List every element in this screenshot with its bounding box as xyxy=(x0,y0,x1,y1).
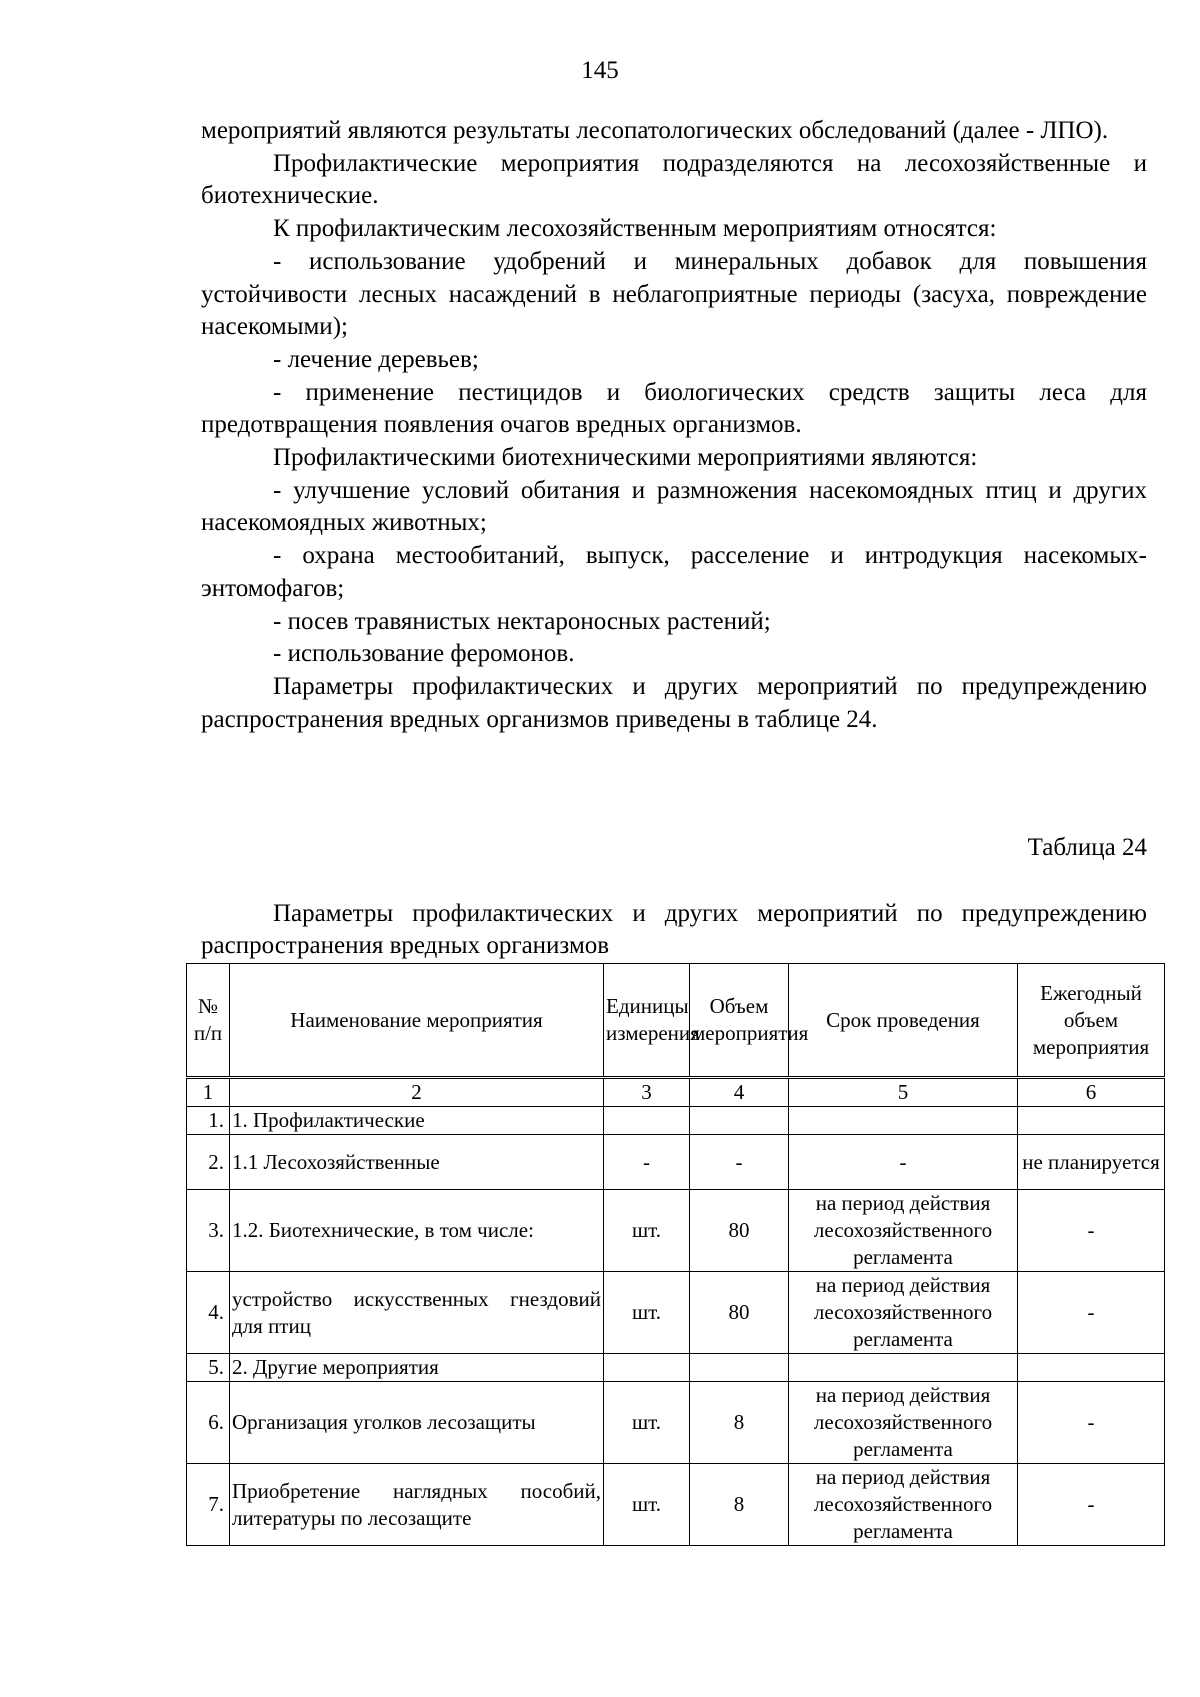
row-term: на период действия лесохозяйственного регламента xyxy=(789,1272,1018,1354)
row-unit: шт. xyxy=(604,1464,690,1546)
column-number: 3 xyxy=(604,1078,690,1107)
paragraph: - охрана местообитаний, выпуск, расселение и интродукция насекомых-энтомофагов; xyxy=(201,542,1147,602)
row-annual: - xyxy=(1018,1190,1165,1272)
row-name: 1. Профилактические xyxy=(230,1107,604,1135)
row-name: устройство искусственных гнездовий для птиц xyxy=(230,1272,604,1354)
body-text xyxy=(201,115,1147,736)
paragraph: Параметры профилактических и других мероприятий по предупреждению распространения вредных организмов приведены в таблице 24. xyxy=(201,672,1147,733)
column-number-row xyxy=(187,1078,1165,1107)
row-unit: шт. xyxy=(604,1190,690,1272)
table-title: Параметры профилактических и других мероприятий по предупреждению распространения вредных организмов xyxy=(201,900,1147,959)
paragraph: - посев травянистых нектароносных растений; xyxy=(273,607,771,635)
row-unit: шт. xyxy=(604,1272,690,1354)
measures-table xyxy=(186,963,1165,1546)
row-number: 2. xyxy=(187,1135,230,1190)
column-number: 2 xyxy=(230,1078,604,1107)
row-name: Приобретение наглядных пособий, литературы по лесозащите xyxy=(230,1464,604,1546)
row-unit xyxy=(604,1107,690,1135)
row-name: 1.2. Биотехнические, в том числе: xyxy=(230,1190,604,1272)
table-row xyxy=(187,1464,1165,1546)
paragraph: Профилактические мероприятия подразделяются на лесохозяйственные и биотехнические. xyxy=(201,149,1147,210)
paragraph: - улучшение условий обитания и размножения насекомоядных птиц и других насекомоядных животных; xyxy=(201,476,1147,537)
row-term: на период действия лесохозяйственного регламента xyxy=(789,1190,1018,1272)
row-volume: 80 xyxy=(690,1190,789,1272)
row-annual: - xyxy=(1018,1464,1165,1546)
row-annual xyxy=(1018,1107,1165,1135)
row-annual: - xyxy=(1018,1272,1165,1354)
row-annual xyxy=(1018,1354,1165,1382)
row-volume xyxy=(690,1354,789,1382)
table-row xyxy=(187,1107,1165,1135)
table-header-row xyxy=(187,964,1165,1078)
header-cell-unit: Единицы измерения xyxy=(604,964,690,1078)
column-number: 6 xyxy=(1018,1078,1165,1107)
row-volume xyxy=(690,1107,789,1135)
paragraph: К профилактическим лесохозяйственным мероприятиям относятся: xyxy=(273,215,997,243)
row-term xyxy=(789,1107,1018,1135)
row-number: 4. xyxy=(187,1272,230,1354)
header-cell-term: Срок проведения xyxy=(789,964,1018,1078)
row-volume: 8 xyxy=(690,1464,789,1546)
paragraph: мероприятий являются результаты лесопатологических обследований (далее - ЛПО). xyxy=(201,117,1109,144)
column-number: 5 xyxy=(789,1078,1018,1107)
row-unit: шт. xyxy=(604,1382,690,1464)
table-label: Таблица 24 xyxy=(1027,834,1147,861)
row-term: на период действия лесохозяйственного регламента xyxy=(789,1464,1018,1546)
row-number: 7. xyxy=(187,1464,230,1546)
header-cell-annual: Ежегодный объем мероприятия xyxy=(1018,964,1165,1078)
table-row xyxy=(187,1135,1165,1190)
table-row xyxy=(187,1382,1165,1464)
paragraph: - применение пестицидов и биологических средств защиты леса для предотвращения появления очагов вредных организмов. xyxy=(201,378,1147,439)
row-unit: - xyxy=(604,1135,690,1190)
row-name: 2. Другие мероприятия xyxy=(230,1354,604,1382)
header-cell-name: Наименование мероприятия xyxy=(230,964,604,1078)
page-number: 145 xyxy=(581,57,619,84)
row-annual: - xyxy=(1018,1382,1165,1464)
paragraph: - лечение деревьев; xyxy=(273,345,479,373)
row-volume: - xyxy=(690,1135,789,1190)
row-term: - xyxy=(789,1135,1018,1190)
column-number: 1 xyxy=(187,1078,230,1107)
paragraph: - использование феромонов. xyxy=(273,640,575,668)
paragraph: - использование удобрений и минеральных добавок для повышения устойчивости лесных насаждений в неблагоприятные периоды (засуха, повреждение насекомыми); xyxy=(201,247,1147,341)
table-row xyxy=(187,1190,1165,1272)
row-number: 5. xyxy=(187,1354,230,1382)
row-volume: 80 xyxy=(690,1272,789,1354)
table-row xyxy=(187,1354,1165,1382)
row-number: 6. xyxy=(187,1382,230,1464)
row-unit xyxy=(604,1354,690,1382)
row-annual: не планируется xyxy=(1018,1135,1165,1190)
row-name: 1.1 Лесохозяйственные xyxy=(230,1135,604,1190)
header-cell-volume: Объем мероприятия xyxy=(690,964,789,1078)
column-number: 4 xyxy=(690,1078,789,1107)
row-term xyxy=(789,1354,1018,1382)
row-term: на период действия лесохозяйственного регламента xyxy=(789,1382,1018,1464)
row-number: 3. xyxy=(187,1190,230,1272)
row-name: Организация уголков лесозащиты xyxy=(230,1382,604,1464)
row-volume: 8 xyxy=(690,1382,789,1464)
header-cell-number: № п/п xyxy=(187,964,230,1078)
row-number: 1. xyxy=(187,1107,230,1135)
table-row xyxy=(187,1272,1165,1354)
paragraph: Профилактическими биотехническими мероприятиями являются: xyxy=(273,444,978,472)
